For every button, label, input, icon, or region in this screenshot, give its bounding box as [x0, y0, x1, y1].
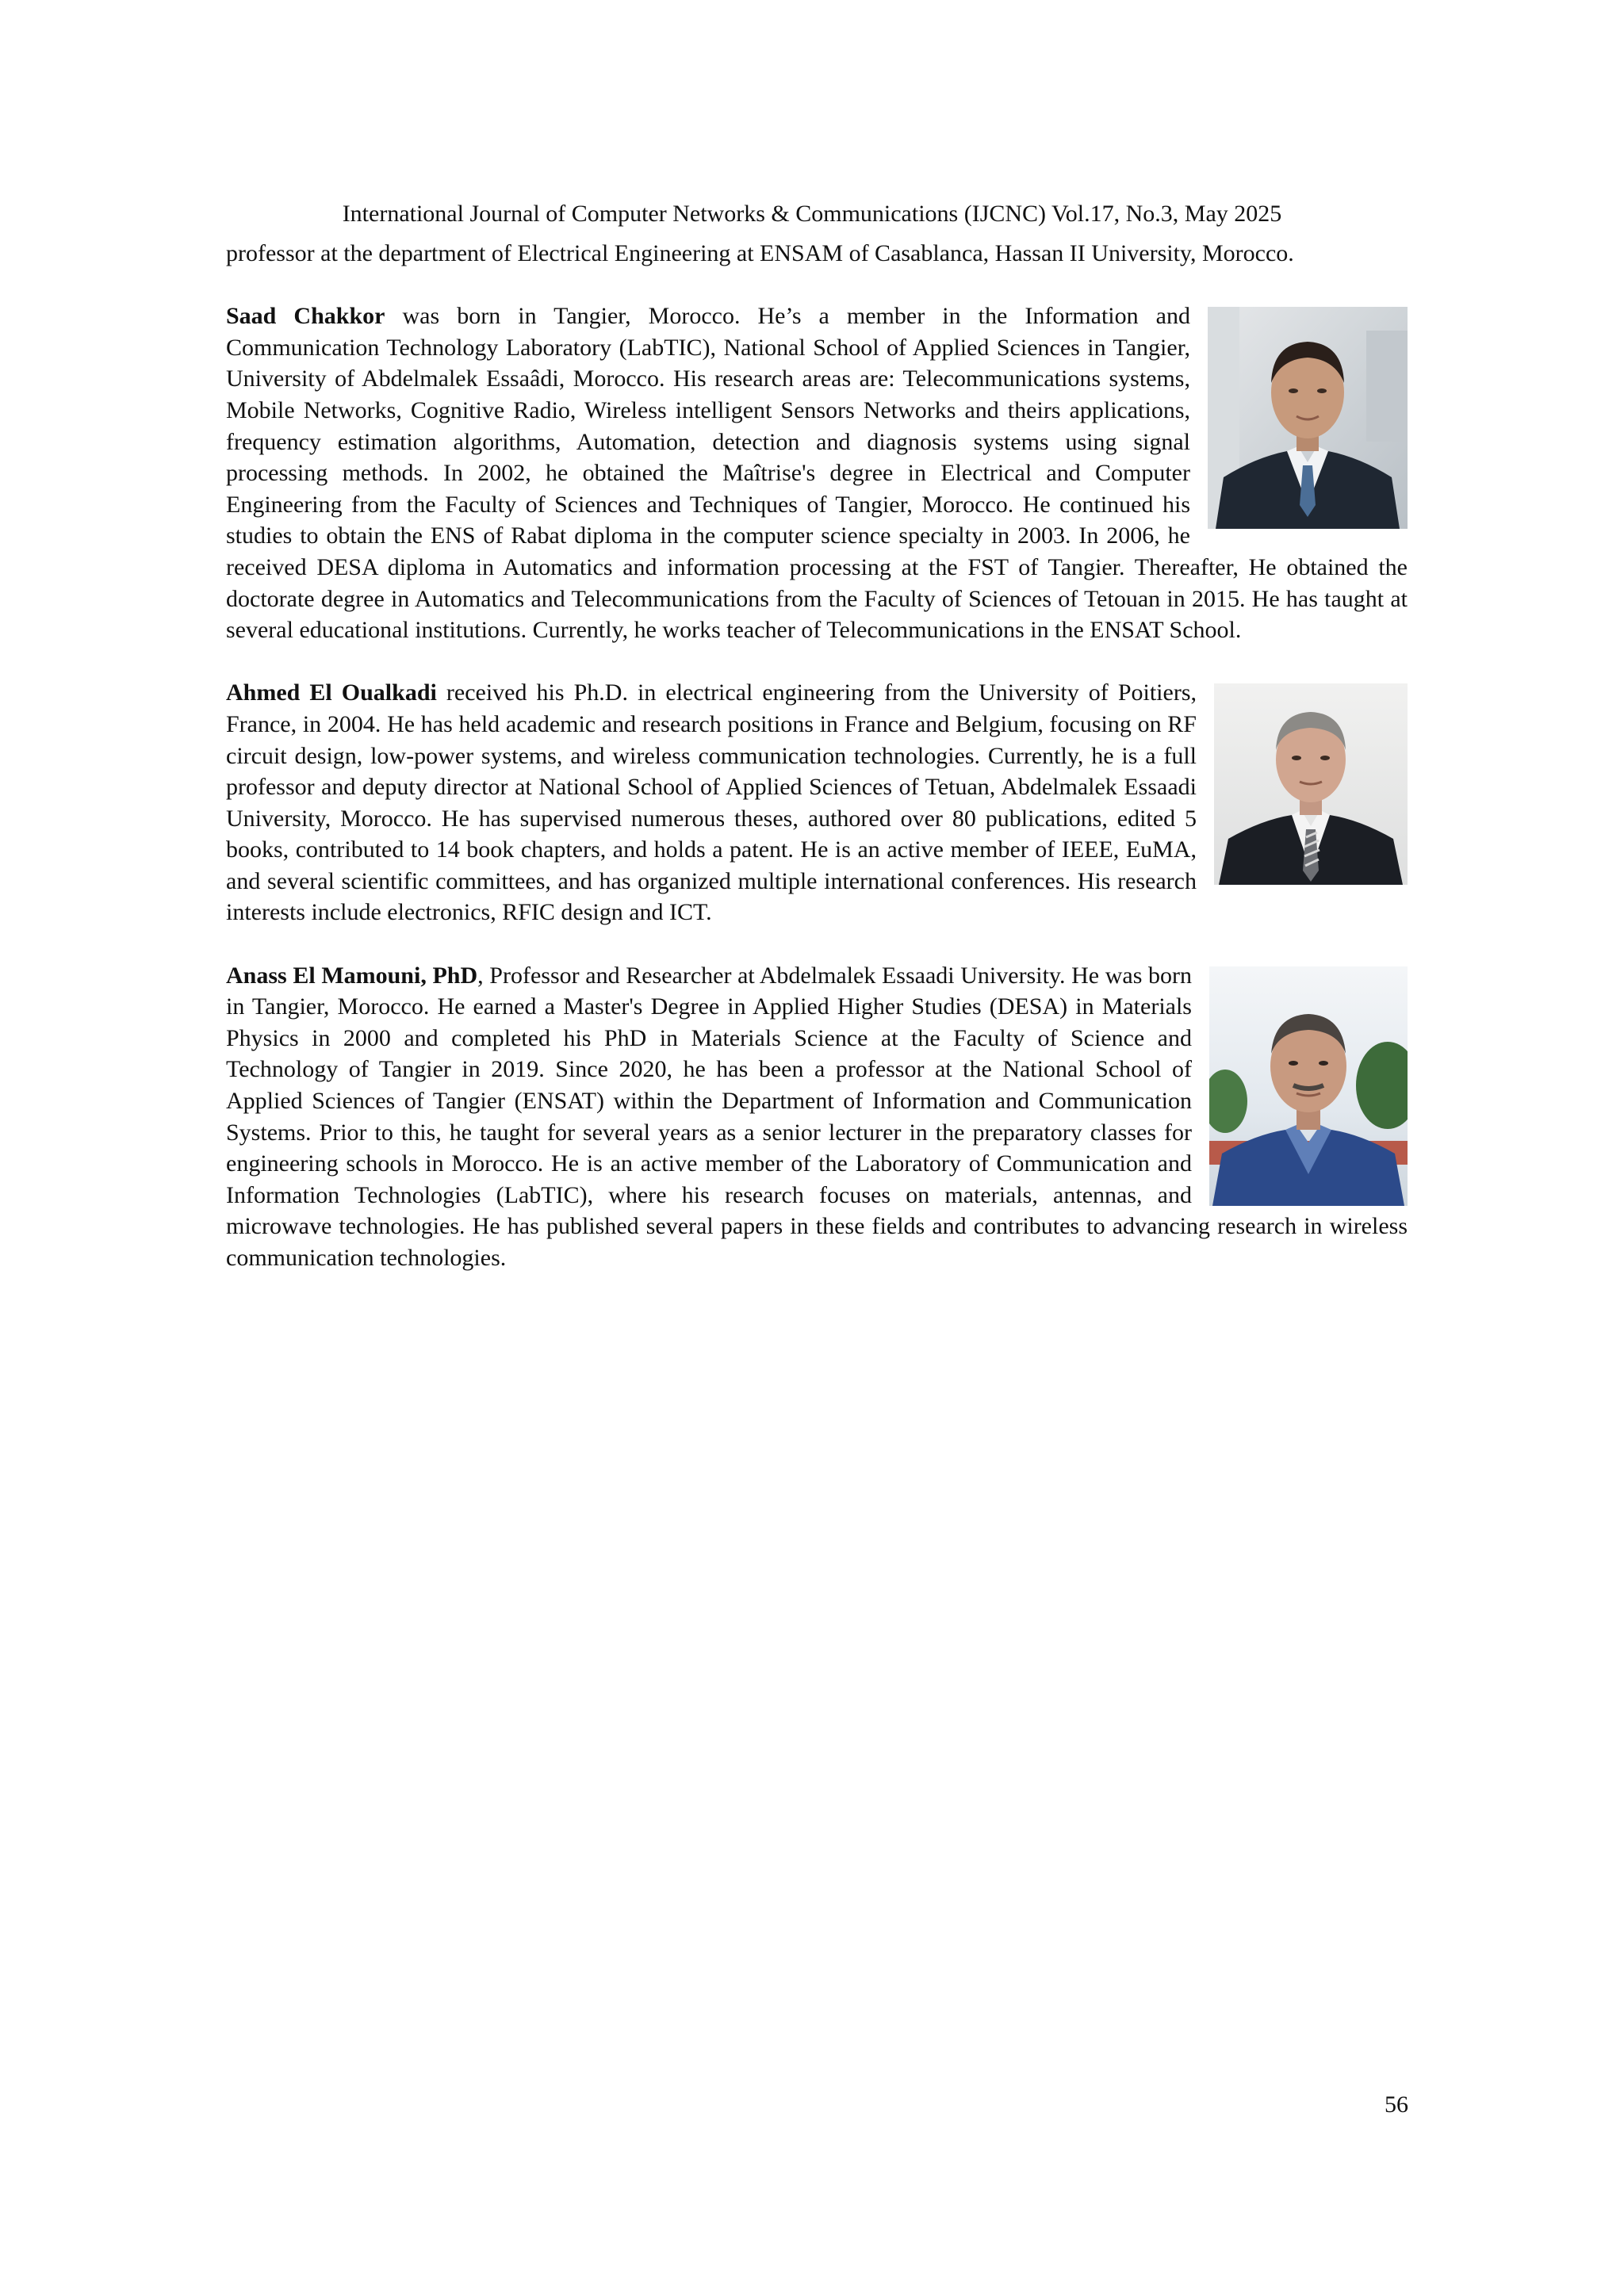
author-bio-text: was born in Tangier, Morocco. He’s a member in the Information and Communication Technology Laboratory (LabTIC), National School of Applied Sciences in Tangier, University of Abdelmalek Essaâdi, Morocco. His research areas are: Telecommunications systems, Mobile Networks, Cognitive Radio, Wireless intelligent Sensors Networks and theirs applications, frequency estimation algorithms, Automation, detection and diagnosis systems using signal processing methods. In 2002, he obtained the Maîtrise's degree in Electrical and Computer Engineering from the Faculty of Sciences and Techniques of Tangier, Morocco. He continued his studies to obtain the ENS of Rabat diploma in the computer science specialty in 2003. In 2006, he received DESA diploma in Automatics and information processing at the FST of Tangier. Thereafter, He obtained the doctorate degree in Automatics and Telecommunications from the Faculty of Sciences of Tetouan in 2015. He has taught at several educational institutions. Currently, he works teacher of Telecommunications in the ENSAT School.	[226, 303, 1408, 644]
author-name: Anass El Mamouni, PhD	[226, 962, 478, 989]
page-number: 56	[1385, 2091, 1408, 2118]
author-photo	[1209, 966, 1408, 1206]
author-photo	[1214, 683, 1408, 885]
continuation-paragraph: professor at the department of Electrical Engineering at ENSAM of Casablanca, Hassan II University, Morocco.	[226, 240, 1294, 266]
author-name: Saad Chakkor	[226, 303, 385, 330]
author-bio-text: , Professor and Researcher at Abdelmalek Essaadi University. He was born in Tangier, Morocco. He earned a Master's Degree in Applied Higher Studies (DESA) in Materials Physics in 2000 and completed his PhD in Materials Science at the Faculty of Science and Technology of Tangier in 2019. Since 2020, he has been a professor at the National School of Applied Sciences of Tangier (ENSAT) within the Department of Information and Communication Systems. Prior to this, he taught for several years as a senior lecturer in the preparatory classes for engineering schools in Morocco. He is an active member of the Laboratory of Communication and Information Technologies (LabTIC), where his research focuses on materials, antennas, and microwave technologies. He has published several papers in these fields and contributes to advancing research in wireless communication technologies.	[226, 962, 1408, 1271]
page-content	[226, 238, 1408, 1274]
author-bio-anass-el-mamouni	[226, 960, 1408, 1274]
author-bio-text: received his Ph.D. in electrical engineering from the University of Poitiers, France, in 2004. He has held academic and research positions in France and Belgium, focusing on RF circuit design, low-power systems, and wireless communication technologies. Currently, he is a full professor and deputy director at National School of Applied Sciences of Tetuan, Abdelmalek Essaadi University, Morocco. He has supervised numerous theses, authored over 80 publications, edited 5 books, contributed to 14 book chapters, and holds a patent. He is an active member of IEEE, EuMA, and several scientific committees, and has organized multiple international conferences. His research interests include electronics, RFIC design and ICT.	[226, 679, 1197, 926]
author-bio-ahmed-el-oualkadi	[226, 677, 1408, 928]
author-name: Ahmed El Oualkadi	[226, 679, 437, 706]
author-photo	[1208, 307, 1408, 529]
author-bio-saad-chakkor	[226, 300, 1408, 646]
running-header: International Journal of Computer Networks & Communications (IJCNC) Vol.17, No.3, May 2025	[342, 201, 1282, 227]
